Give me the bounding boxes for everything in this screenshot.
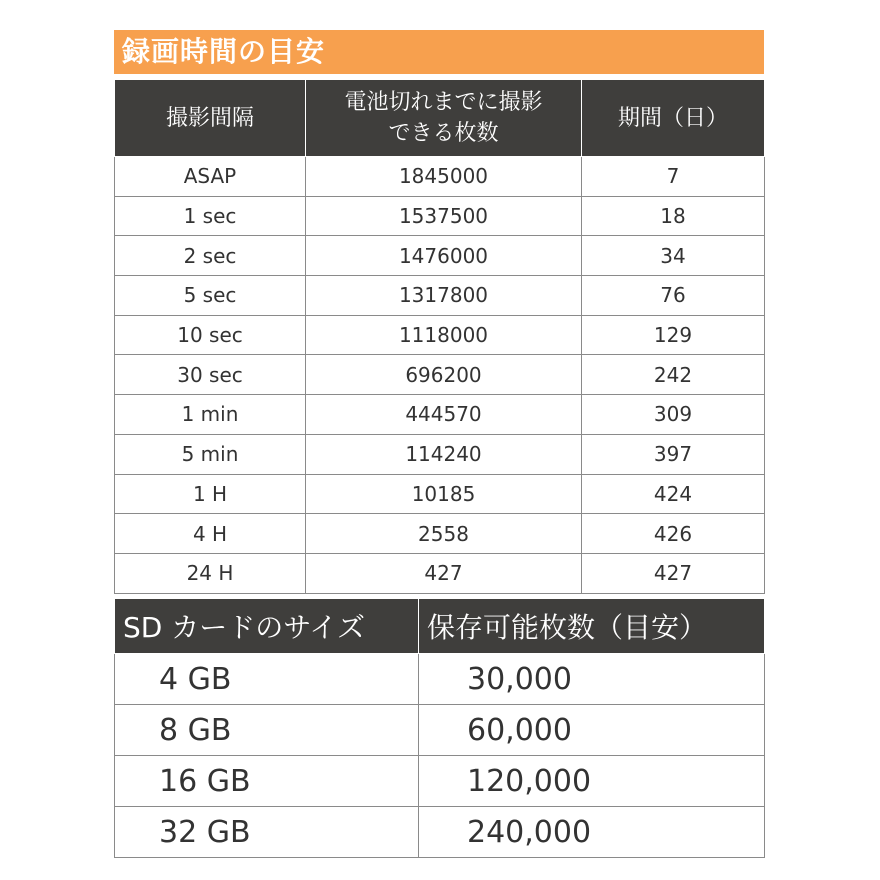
interval-cell: 24 H (115, 553, 306, 593)
shots-cell: 1317800 (306, 276, 582, 316)
shots-cell: 444570 (306, 395, 582, 435)
page-title: 録画時間の目安 (114, 30, 764, 74)
interval-cell: 4 H (115, 514, 306, 554)
shots-cell: 427 (306, 553, 582, 593)
days-cell: 7 (582, 157, 765, 197)
table-row (115, 355, 765, 395)
header-shots-line2: できる枚数 (388, 121, 499, 146)
shots-cell: 1537500 (306, 196, 582, 236)
interval-table (114, 79, 765, 594)
table-row (115, 157, 765, 197)
days-cell: 34 (582, 236, 765, 276)
header-sd-count: 保存可能枚数（目安） (419, 599, 765, 654)
days-cell: 426 (582, 514, 765, 554)
table-row (115, 756, 765, 807)
interval-cell: 5 min (115, 434, 306, 474)
table-row (115, 196, 765, 236)
shots-cell: 1476000 (306, 236, 582, 276)
table-row (115, 705, 765, 756)
table-row (115, 395, 765, 435)
shots-cell: 1118000 (306, 315, 582, 355)
days-cell: 242 (582, 355, 765, 395)
shots-cell: 2558 (306, 514, 582, 554)
table-row (115, 474, 765, 514)
days-cell: 309 (582, 395, 765, 435)
sd-count-cell: 120,000 (419, 756, 765, 807)
interval-table-header-row (115, 80, 765, 157)
interval-cell: 5 sec (115, 276, 306, 316)
days-cell: 18 (582, 196, 765, 236)
header-days: 期間（日） (582, 80, 765, 157)
header-interval: 撮影間隔 (115, 80, 306, 157)
interval-cell: 1 min (115, 395, 306, 435)
table-row (115, 236, 765, 276)
interval-cell: 10 sec (115, 315, 306, 355)
shots-cell: 114240 (306, 434, 582, 474)
sd-table-header-row (115, 599, 765, 654)
shots-cell: 1845000 (306, 157, 582, 197)
interval-cell: 2 sec (115, 236, 306, 276)
days-cell: 129 (582, 315, 765, 355)
table-row (115, 276, 765, 316)
days-cell: 397 (582, 434, 765, 474)
header-shots (306, 80, 582, 157)
interval-cell: 30 sec (115, 355, 306, 395)
days-cell: 76 (582, 276, 765, 316)
table-row (115, 514, 765, 554)
sd-size-cell: 32 GB (115, 807, 419, 858)
sd-count-cell: 240,000 (419, 807, 765, 858)
interval-cell: 1 sec (115, 196, 306, 236)
days-cell: 427 (582, 553, 765, 593)
shots-cell: 10185 (306, 474, 582, 514)
sd-count-cell: 30,000 (419, 654, 765, 705)
sd-count-cell: 60,000 (419, 705, 765, 756)
shots-cell: 696200 (306, 355, 582, 395)
header-sd-size: SD カードのサイズ (115, 599, 419, 654)
table-row (115, 553, 765, 593)
table-row (115, 434, 765, 474)
sd-card-table (114, 598, 765, 858)
sd-size-cell: 4 GB (115, 654, 419, 705)
table-row (115, 807, 765, 858)
sd-size-cell: 8 GB (115, 705, 419, 756)
table-row (115, 315, 765, 355)
header-shots-line1: 電池切れまでに撮影 (344, 90, 543, 115)
table-row (115, 654, 765, 705)
interval-cell: 1 H (115, 474, 306, 514)
days-cell: 424 (582, 474, 765, 514)
sd-size-cell: 16 GB (115, 756, 419, 807)
interval-cell: ASAP (115, 157, 306, 197)
